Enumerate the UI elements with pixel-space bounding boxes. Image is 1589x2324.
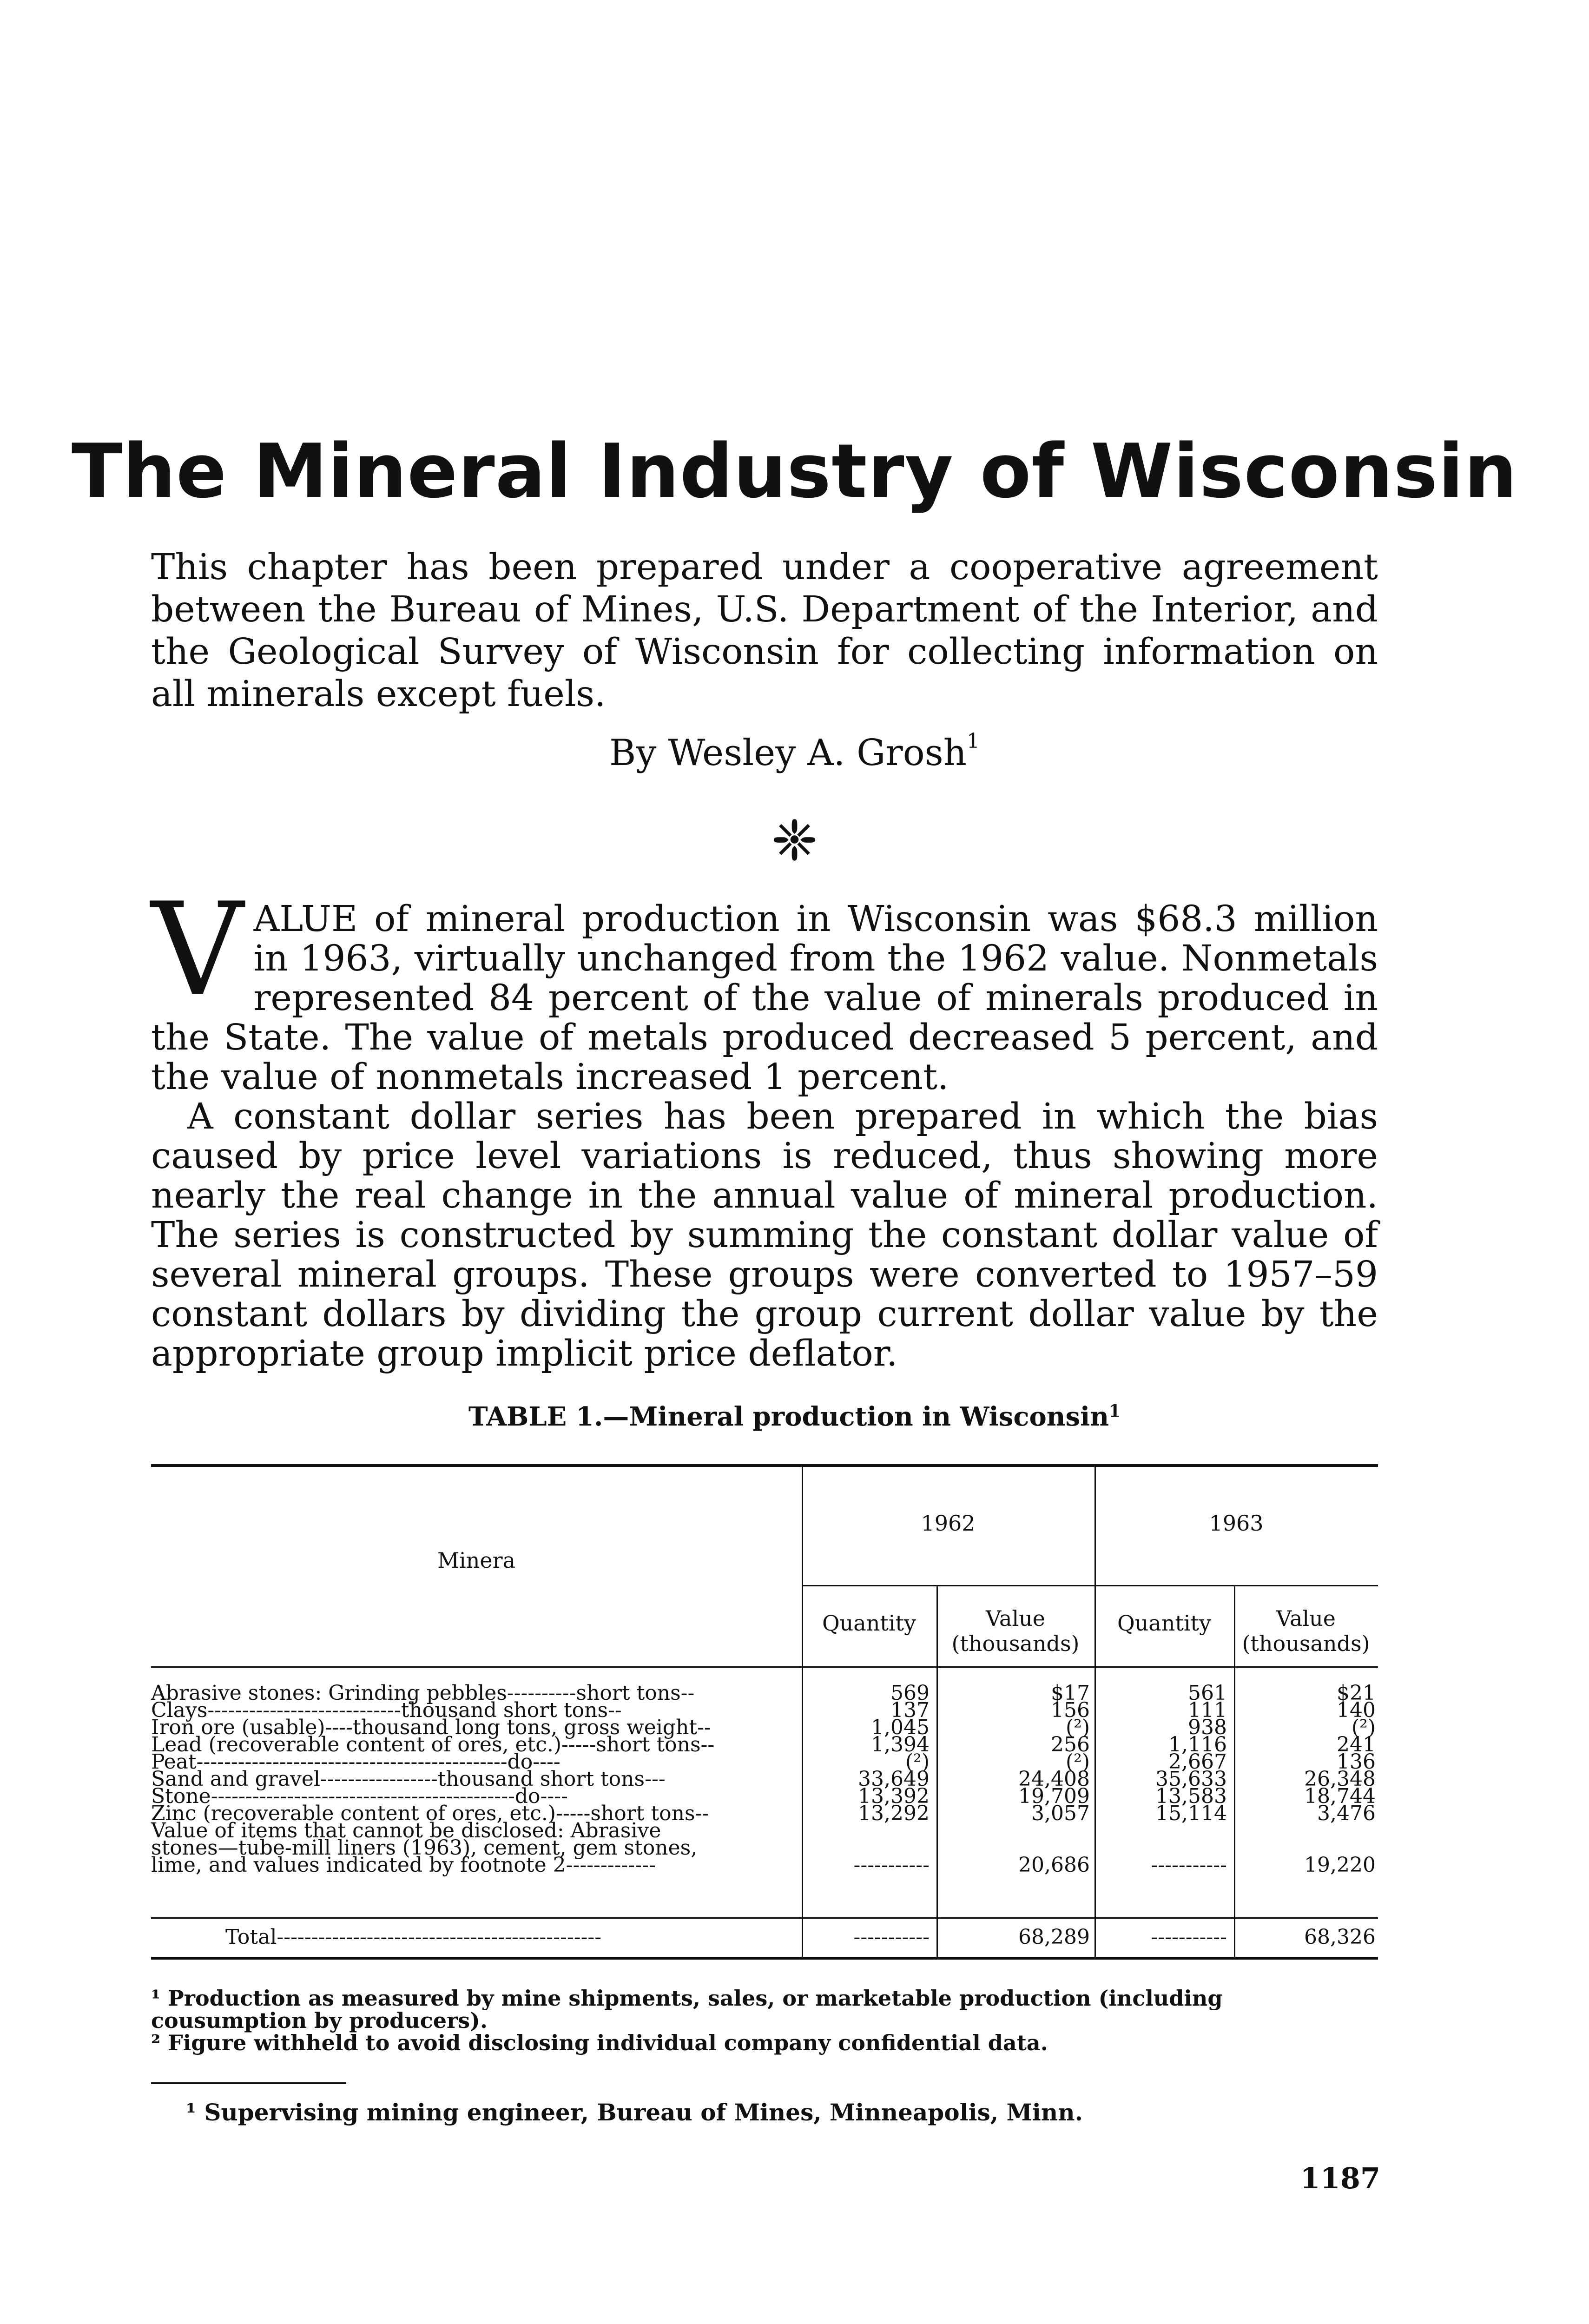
cell-value-1963: 3,476 — [1317, 1802, 1376, 1825]
total-value-1963: 68,326 — [1304, 1925, 1376, 1949]
total-rule — [151, 1917, 1378, 1919]
row-label: Abrasive stones: Grinding pebbles----------short tons-- — [151, 1681, 695, 1705]
cell-quantity-1962: 569 — [890, 1681, 930, 1705]
page-number: 1187 — [1300, 2161, 1380, 2195]
author-footnote-text: Supervising mining engineer, Bureau of Mines, Minneapolis, Minn. — [196, 2099, 1083, 2126]
row-label: Clays----------------------------thousand short tons-- — [151, 1698, 622, 1722]
cell-quantity-1962: 13,292 — [858, 1802, 930, 1825]
cell-value-1963: (²) — [1352, 1716, 1376, 1739]
cell-value-1963: 18,744 — [1304, 1784, 1376, 1808]
footnote-1: ¹ Production as measured by mine shipments, sales, or marketable production (including cousumption by producers). — [151, 1986, 1223, 2033]
author-footnote-mark: ¹ — [186, 2099, 196, 2126]
total-value-1962: 68,289 — [1018, 1925, 1090, 1949]
cell-value-1962: 256 — [1051, 1733, 1090, 1756]
footnote-separator — [151, 2082, 346, 2084]
byline-text: By Wesley A. Grosh — [609, 732, 967, 774]
header-value-1962 — [936, 1606, 1094, 1656]
byline-footnote-mark: 1 — [966, 729, 980, 753]
cell-value-1962: 156 — [1051, 1698, 1090, 1722]
cell-quantity-1962: 137 — [890, 1698, 930, 1722]
cell-value-1962: (²) — [1066, 1716, 1090, 1739]
cell-quantity-1962: 33,649 — [858, 1767, 930, 1791]
cell-quantity-1962: 1,045 — [871, 1716, 930, 1739]
preface-paragraph: This chapter has been prepared under a cooperative agreement between the Bureau of Mines, U.S. Department of the Interior, and the Geological Survey of Wisconsin for collecting information on all minerals except fuels. — [151, 547, 1378, 715]
cell-value-1962: 24,408 — [1018, 1767, 1090, 1791]
table-footnotes — [151, 1987, 1378, 2054]
cell-value-1962: $17 — [1051, 1681, 1090, 1705]
table-top-rule — [151, 1464, 1378, 1467]
header-value-label: Value — [986, 1606, 1045, 1631]
cell-quantity-1963: ----------- — [1151, 1853, 1227, 1877]
row-label: Value of items that cannot be disclosed: Abrasive — [151, 1819, 661, 1842]
cell-quantity-1962: ----------- — [853, 1853, 930, 1877]
cell-quantity-1963: 938 — [1188, 1716, 1227, 1739]
cell-quantity-1963: 561 — [1188, 1681, 1227, 1705]
year-header-rule — [802, 1585, 1378, 1586]
header-quantity-1963: Quantity — [1117, 1611, 1212, 1636]
row-label: lime, and values indicated by footnote 2------------- — [151, 1853, 656, 1877]
header-quantity-1962: Quantity — [822, 1611, 916, 1636]
header-value-label: Value — [1276, 1606, 1336, 1631]
cell-value-1963: 140 — [1337, 1698, 1376, 1722]
total-quantity-1962: ----------- — [853, 1925, 930, 1949]
header-value-unit: (thousands) — [1242, 1631, 1370, 1656]
table-caption — [0, 1401, 1589, 1432]
author-footnote — [186, 2099, 1394, 2126]
row-label: Iron ore (usable)----thousand long tons, gross weight-- — [151, 1716, 711, 1739]
cell-quantity-1963: 2,667 — [1168, 1750, 1227, 1774]
table-bottom-rule — [151, 1957, 1378, 1960]
row-label: Peat---------------------------------------------do---- — [151, 1750, 560, 1774]
header-mineral: Minera — [437, 1548, 516, 1573]
cell-value-1963: 136 — [1337, 1750, 1376, 1774]
chapter-title: The Mineral Industry of Wisconsin — [71, 428, 1518, 515]
mineral-production-table — [151, 1450, 1378, 1961]
row-label: Zinc (recoverable content of ores, etc.)-----short tons-- — [151, 1802, 709, 1825]
row-label: Sand and gravel-----------------thousand short tons--- — [151, 1767, 666, 1791]
cell-value-1963: 241 — [1337, 1733, 1376, 1756]
paragraph-2: A constant dollar series has been prepared in which the bias caused by price level variations is reduced, thus showing more nearly the real change in the annual value of mineral production. The series is constructed by summing the constant dollar value of several mineral groups. These groups were converted to 1957–59 constant dollars by dividing the group current dollar value by the appropriate group implicit price deflator. — [151, 1096, 1378, 1374]
cell-quantity-1963: 35,633 — [1155, 1767, 1227, 1791]
drop-cap: V — [151, 875, 244, 1024]
cell-value-1963: 26,348 — [1304, 1767, 1376, 1791]
header-value-unit: (thousands) — [951, 1631, 1080, 1656]
table-caption-text: TABLE 1.—Mineral production in Wisconsin — [468, 1401, 1109, 1432]
table-caption-mark: 1 — [1109, 1401, 1121, 1421]
paragraph-1 — [151, 875, 1378, 1098]
byline — [0, 729, 1589, 774]
col-divider-1 — [802, 1466, 803, 1958]
body-text — [151, 875, 1378, 1374]
cell-value-1962: 20,686 — [1018, 1853, 1090, 1877]
ornament-icon: ❈ — [771, 809, 818, 873]
total-label: Total----------------------------------------------- — [225, 1925, 602, 1949]
footnote-2: ² Figure withheld to avoid disclosing individual company confidential data. — [151, 2030, 1048, 2055]
row-label: Stone--------------------------------------------do---- — [151, 1784, 568, 1808]
header-value-1963 — [1234, 1606, 1378, 1656]
cell-value-1963: 19,220 — [1304, 1853, 1376, 1877]
total-quantity-1963: ----------- — [1151, 1925, 1227, 1949]
cell-value-1963: $21 — [1337, 1681, 1376, 1705]
row-label: Lead (recoverable content of ores, etc.)-----short tons-- — [151, 1733, 715, 1756]
cell-quantity-1963: 15,114 — [1155, 1802, 1227, 1825]
header-bottom-rule — [151, 1666, 1378, 1668]
cell-quantity-1962: (²) — [905, 1750, 930, 1774]
cell-quantity-1963: 13,583 — [1155, 1784, 1227, 1808]
cell-value-1962: 19,709 — [1018, 1784, 1090, 1808]
cell-quantity-1962: 13,392 — [858, 1784, 930, 1808]
cell-quantity-1962: 1,394 — [871, 1733, 930, 1756]
header-year-1963: 1963 — [1209, 1511, 1264, 1536]
paragraph-1-text: ALUE of mineral production in Wisconsin was $68.3 million in 1963, virtually unchanged from the 1962 value. Nonmetals represented 84 percent of the value of minerals produced in the State. The value of metals produced decreased 5 percent, and the value of nonmetals increased 1 percent. — [151, 898, 1378, 1098]
cell-value-1962: (²) — [1066, 1750, 1090, 1774]
row-label: stones—tube-mill liners (1963), cement, gem stones, — [151, 1836, 698, 1860]
cell-quantity-1963: 111 — [1188, 1698, 1227, 1722]
cell-quantity-1963: 1,116 — [1168, 1733, 1227, 1756]
cell-value-1962: 3,057 — [1031, 1802, 1090, 1825]
header-year-1962: 1962 — [921, 1511, 976, 1536]
col-divider-3 — [1094, 1466, 1096, 1958]
